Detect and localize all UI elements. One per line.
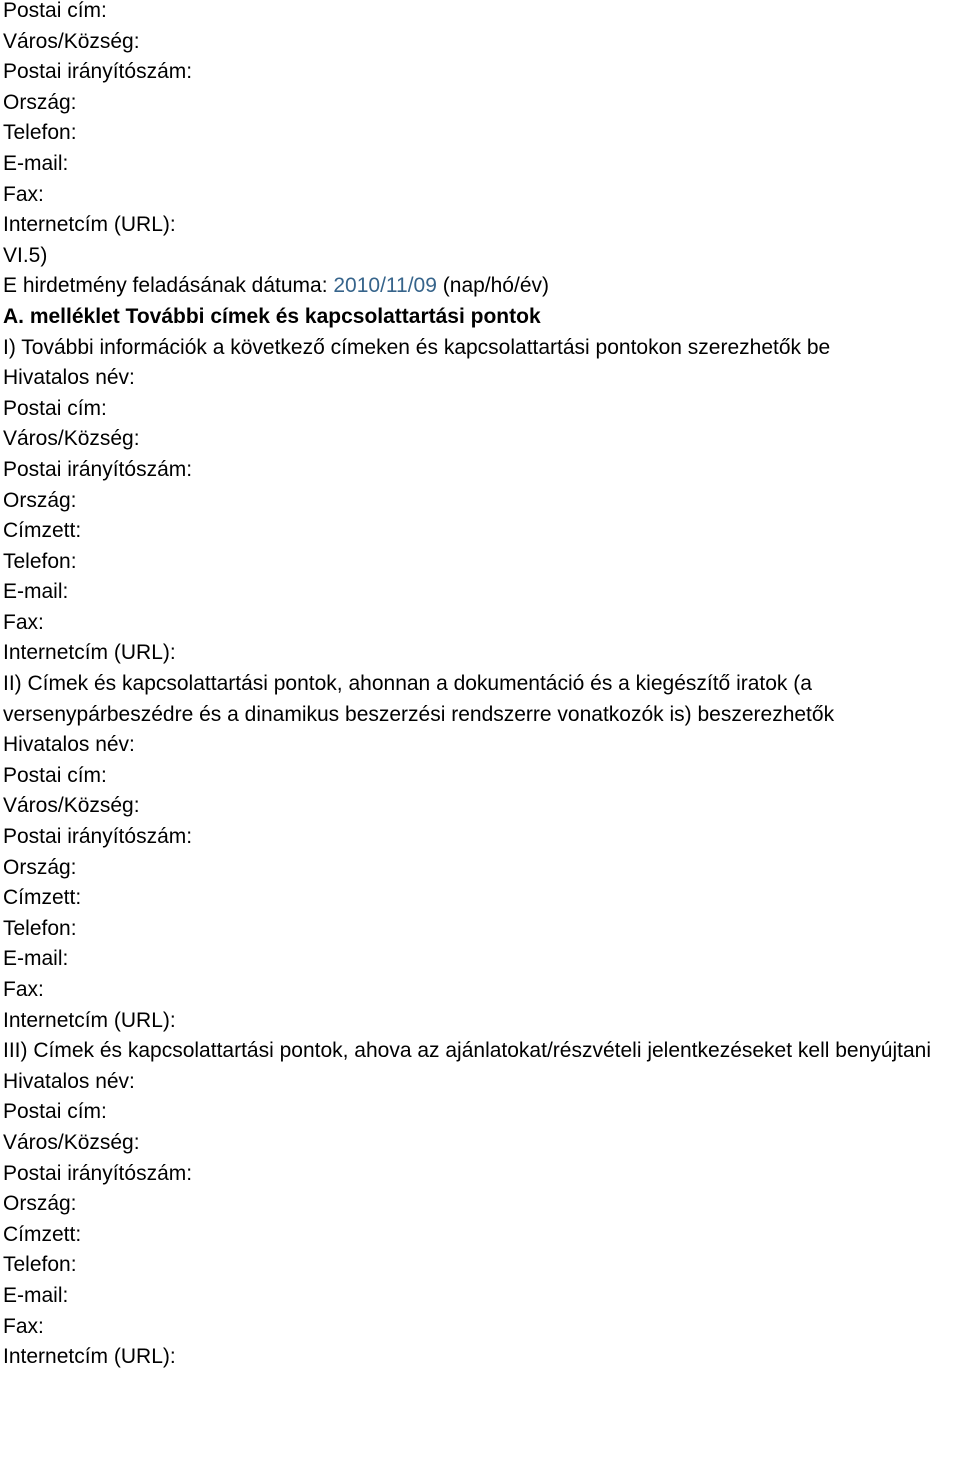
field-label: Címzett: bbox=[3, 886, 82, 910]
field-label: Postai irányítószám: bbox=[3, 60, 193, 84]
field-label: Hivatalos név: bbox=[3, 366, 135, 390]
field-label: Hivatalos név: bbox=[3, 1069, 135, 1093]
field-label: Postai irányítószám: bbox=[3, 457, 193, 481]
field-label: Ország: bbox=[3, 488, 77, 512]
publication-date-line bbox=[3, 271, 960, 302]
field-label: Internetcím (URL): bbox=[3, 1345, 176, 1369]
field-label: Postai irányítószám: bbox=[3, 825, 193, 849]
field-label: E-mail: bbox=[3, 1283, 69, 1307]
field-label: Telefon: bbox=[3, 121, 77, 145]
section-3-heading: III) Címek és kapcsolattartási pontok, ahova az ajánlatokat/részvételi jelentkezéseket kell benyújtani bbox=[3, 1039, 931, 1063]
field-label: Postai cím: bbox=[3, 396, 107, 420]
field-label: Fax: bbox=[3, 1314, 44, 1338]
field-label: Fax: bbox=[3, 610, 44, 634]
section-1 bbox=[3, 333, 960, 670]
field-label: Város/Község: bbox=[3, 427, 140, 451]
section-1-heading: I) További információk a következő címeken és kapcsolattartási pontokon szerezhetők be bbox=[3, 335, 831, 359]
date-format: (nap/hó/év) bbox=[442, 274, 549, 298]
field-label: Ország: bbox=[3, 855, 77, 879]
field-label: Telefon: bbox=[3, 1253, 77, 1277]
field-label: Város/Község: bbox=[3, 794, 140, 818]
field-label: Város/Község: bbox=[3, 29, 140, 53]
field-label: E-mail: bbox=[3, 151, 69, 175]
field-label: Postai cím: bbox=[3, 763, 107, 787]
field-label: Telefon: bbox=[3, 549, 77, 573]
field-label: Címzett: bbox=[3, 519, 82, 543]
date-value: 2010/11/09 bbox=[333, 274, 437, 298]
date-label: E hirdetmény feladásának dátuma: bbox=[3, 274, 328, 298]
field-label: Internetcím (URL): bbox=[3, 213, 176, 237]
field-label: Címzett: bbox=[3, 1222, 82, 1246]
top-contact-block bbox=[3, 0, 960, 241]
section-2 bbox=[3, 669, 960, 1036]
section-3 bbox=[3, 1036, 960, 1373]
field-label: Város/Község: bbox=[3, 1130, 140, 1154]
field-label: Internetcím (URL): bbox=[3, 641, 176, 665]
field-label: Fax: bbox=[3, 978, 44, 1001]
field-label: Postai irányítószám: bbox=[3, 1161, 193, 1185]
field-label: Hivatalos név: bbox=[3, 733, 135, 757]
field-label: Fax: bbox=[3, 182, 44, 206]
field-label: Ország: bbox=[3, 1192, 77, 1216]
field-label: Postai cím: bbox=[3, 1100, 107, 1124]
field-label: Postai cím: bbox=[3, 0, 107, 22]
annex-title: A. melléklet További címek és kapcsolattartási pontok bbox=[3, 304, 541, 328]
section-2-heading: II) Címek és kapcsolattartási pontok, ahonnan a dokumentáció és a kiegészítő iratok (a versenypárbeszédre és a dinamikus beszerzési rendszerre vonatkozók is) beszerezhetők bbox=[3, 672, 835, 726]
field-label: E-mail: bbox=[3, 580, 69, 604]
field-label: Internetcím (URL): bbox=[3, 1008, 176, 1032]
field-label: E-mail: bbox=[3, 947, 69, 971]
field-label: Telefon: bbox=[3, 916, 77, 940]
field-label: Ország: bbox=[3, 90, 77, 114]
section-heading-vi5: VI.5) bbox=[3, 243, 48, 267]
